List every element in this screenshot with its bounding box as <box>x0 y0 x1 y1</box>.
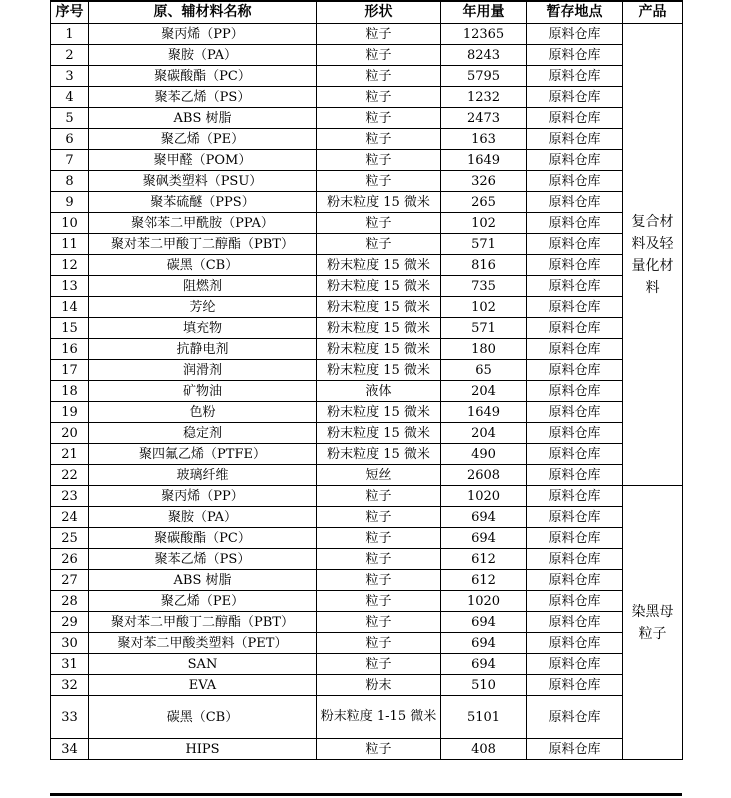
storage-location: 原料仓库 <box>527 381 623 402</box>
annual-usage: 204 <box>441 381 527 402</box>
material-form: 粉末粒度 15 微米 <box>317 255 441 276</box>
table-row <box>51 570 683 591</box>
storage-location: 原料仓库 <box>527 444 623 465</box>
material-name: SAN <box>89 654 317 675</box>
annual-usage: 490 <box>441 444 527 465</box>
material-name: 碳黑（CB） <box>89 255 317 276</box>
material-form: 粒子 <box>317 528 441 549</box>
row-index: 30 <box>51 633 89 654</box>
row-index: 14 <box>51 297 89 318</box>
table-row <box>51 171 683 192</box>
table-row <box>51 549 683 570</box>
storage-location: 原料仓库 <box>527 150 623 171</box>
material-form: 粒子 <box>317 486 441 507</box>
row-index: 10 <box>51 213 89 234</box>
material-name: 聚丙烯（PP） <box>89 24 317 45</box>
annual-usage: 265 <box>441 192 527 213</box>
row-index: 11 <box>51 234 89 255</box>
material-form: 粒子 <box>317 66 441 87</box>
material-form: 粒子 <box>317 591 441 612</box>
product-group: 复合材料及轻量化材料 <box>623 24 683 486</box>
row-index: 24 <box>51 507 89 528</box>
annual-usage: 1649 <box>441 150 527 171</box>
header-row <box>51 1 683 24</box>
material-name: HIPS <box>89 739 317 760</box>
material-name: 阻燃剂 <box>89 276 317 297</box>
annual-usage: 1020 <box>441 591 527 612</box>
material-name: 聚苯乙烯（PS） <box>89 549 317 570</box>
material-form: 液体 <box>317 381 441 402</box>
storage-location: 原料仓库 <box>527 234 623 255</box>
annual-usage: 571 <box>441 318 527 339</box>
material-form: 粒子 <box>317 633 441 654</box>
material-name: 聚胺（PA） <box>89 507 317 528</box>
table-row <box>51 360 683 381</box>
material-form: 粉末粒度 15 微米 <box>317 276 441 297</box>
storage-location: 原料仓库 <box>527 675 623 696</box>
storage-location: 原料仓库 <box>527 654 623 675</box>
material-name: 聚苯乙烯（PS） <box>89 87 317 108</box>
storage-location: 原料仓库 <box>527 129 623 150</box>
material-name: 聚乙烯（PE） <box>89 591 317 612</box>
material-form: 粒子 <box>317 24 441 45</box>
material-name: 聚碳酸酯（PC） <box>89 528 317 549</box>
material-form: 粉末粒度 15 微米 <box>317 339 441 360</box>
material-name: 聚四氟乙烯（PTFE） <box>89 444 317 465</box>
material-name: 稳定剂 <box>89 423 317 444</box>
storage-location: 原料仓库 <box>527 255 623 276</box>
material-form: 粒子 <box>317 87 441 108</box>
row-index: 27 <box>51 570 89 591</box>
storage-location: 原料仓库 <box>527 465 623 486</box>
material-name: 聚砜类塑料（PSU） <box>89 171 317 192</box>
storage-location: 原料仓库 <box>527 192 623 213</box>
annual-usage: 571 <box>441 234 527 255</box>
table-row <box>51 528 683 549</box>
header-index: 序号 <box>51 1 89 24</box>
row-index: 12 <box>51 255 89 276</box>
storage-location: 原料仓库 <box>527 360 623 381</box>
table-row <box>51 24 683 45</box>
annual-usage: 694 <box>441 654 527 675</box>
row-index: 17 <box>51 360 89 381</box>
annual-usage: 2473 <box>441 108 527 129</box>
material-form: 粒子 <box>317 45 441 66</box>
table-bottom-rule <box>50 793 682 796</box>
row-index: 2 <box>51 45 89 66</box>
table-row <box>51 87 683 108</box>
material-form: 粒子 <box>317 549 441 570</box>
annual-usage: 1649 <box>441 402 527 423</box>
annual-usage: 694 <box>441 507 527 528</box>
material-form: 粒子 <box>317 612 441 633</box>
table-row <box>51 108 683 129</box>
row-index: 16 <box>51 339 89 360</box>
table-row <box>51 129 683 150</box>
material-form: 粒子 <box>317 150 441 171</box>
material-form: 粉末粒度 1-15 微米 <box>317 696 441 739</box>
table-row <box>51 255 683 276</box>
annual-usage: 1232 <box>441 87 527 108</box>
material-form: 粉末粒度 15 微米 <box>317 318 441 339</box>
annual-usage: 65 <box>441 360 527 381</box>
storage-location: 原料仓库 <box>527 45 623 66</box>
storage-location: 原料仓库 <box>527 87 623 108</box>
annual-usage: 102 <box>441 213 527 234</box>
storage-location: 原料仓库 <box>527 171 623 192</box>
storage-location: 原料仓库 <box>527 24 623 45</box>
material-form: 粉末粒度 15 微米 <box>317 423 441 444</box>
table-row <box>51 444 683 465</box>
material-name: 色粉 <box>89 402 317 423</box>
material-name: ABS 树脂 <box>89 570 317 591</box>
row-index: 29 <box>51 612 89 633</box>
annual-usage: 612 <box>441 549 527 570</box>
material-name: 矿物油 <box>89 381 317 402</box>
row-index: 18 <box>51 381 89 402</box>
annual-usage: 694 <box>441 633 527 654</box>
material-form: 粉末粒度 15 微米 <box>317 444 441 465</box>
table-row <box>51 423 683 444</box>
annual-usage: 163 <box>441 129 527 150</box>
storage-location: 原料仓库 <box>527 739 623 760</box>
row-index: 23 <box>51 486 89 507</box>
material-name: 抗静电剂 <box>89 339 317 360</box>
table-row <box>51 276 683 297</box>
table-row <box>51 675 683 696</box>
material-form: 粉末粒度 15 微米 <box>317 402 441 423</box>
table-row <box>51 696 683 739</box>
row-index: 8 <box>51 171 89 192</box>
material-form: 粒子 <box>317 507 441 528</box>
material-name: 聚对苯二甲酸类塑料（PET） <box>89 633 317 654</box>
row-index: 28 <box>51 591 89 612</box>
table-row <box>51 318 683 339</box>
annual-usage: 180 <box>441 339 527 360</box>
material-form: 粒子 <box>317 108 441 129</box>
row-index: 21 <box>51 444 89 465</box>
material-name: 玻璃纤维 <box>89 465 317 486</box>
annual-usage: 694 <box>441 612 527 633</box>
storage-location: 原料仓库 <box>527 339 623 360</box>
annual-usage: 408 <box>441 739 527 760</box>
table-row <box>51 66 683 87</box>
table-row <box>51 739 683 760</box>
table-row <box>51 234 683 255</box>
material-name: EVA <box>89 675 317 696</box>
material-form: 粉末粒度 15 微米 <box>317 192 441 213</box>
table-row <box>51 213 683 234</box>
annual-usage: 326 <box>441 171 527 192</box>
material-name: 聚对苯二甲酸丁二醇酯（PBT） <box>89 612 317 633</box>
material-name: 聚碳酸酯（PC） <box>89 66 317 87</box>
header-annual-usage: 年用量 <box>441 1 527 24</box>
row-index: 32 <box>51 675 89 696</box>
row-index: 4 <box>51 87 89 108</box>
storage-location: 原料仓库 <box>527 402 623 423</box>
storage-location: 原料仓库 <box>527 66 623 87</box>
storage-location: 原料仓库 <box>527 570 623 591</box>
material-form: 粉末粒度 15 微米 <box>317 297 441 318</box>
header-material-name: 原、辅材料名称 <box>89 1 317 24</box>
row-index: 20 <box>51 423 89 444</box>
row-index: 26 <box>51 549 89 570</box>
material-form: 粒子 <box>317 171 441 192</box>
table-row <box>51 633 683 654</box>
storage-location: 原料仓库 <box>527 297 623 318</box>
table-row <box>51 150 683 171</box>
annual-usage: 612 <box>441 570 527 591</box>
table-row <box>51 381 683 402</box>
material-form: 短丝 <box>317 465 441 486</box>
material-name: 芳纶 <box>89 297 317 318</box>
material-name: 聚胺（PA） <box>89 45 317 66</box>
storage-location: 原料仓库 <box>527 213 623 234</box>
storage-location: 原料仓库 <box>527 486 623 507</box>
annual-usage: 5101 <box>441 696 527 739</box>
material-name: 填充物 <box>89 318 317 339</box>
material-form: 粉末 <box>317 675 441 696</box>
table-row <box>51 612 683 633</box>
annual-usage: 816 <box>441 255 527 276</box>
table-row <box>51 486 683 507</box>
material-name: 碳黑（CB） <box>89 696 317 739</box>
table-row <box>51 297 683 318</box>
storage-location: 原料仓库 <box>527 591 623 612</box>
table-row <box>51 339 683 360</box>
storage-location: 原料仓库 <box>527 528 623 549</box>
row-index: 7 <box>51 150 89 171</box>
annual-usage: 694 <box>441 528 527 549</box>
material-name: 聚丙烯（PP） <box>89 486 317 507</box>
table-row <box>51 591 683 612</box>
storage-location: 原料仓库 <box>527 612 623 633</box>
annual-usage: 12365 <box>441 24 527 45</box>
storage-location: 原料仓库 <box>527 696 623 739</box>
table-row <box>51 402 683 423</box>
material-name: ABS 树脂 <box>89 108 317 129</box>
material-name: 聚邻苯二甲酰胺（PPA） <box>89 213 317 234</box>
row-index: 15 <box>51 318 89 339</box>
annual-usage: 2608 <box>441 465 527 486</box>
row-index: 31 <box>51 654 89 675</box>
annual-usage: 735 <box>441 276 527 297</box>
material-name: 聚乙烯（PE） <box>89 129 317 150</box>
row-index: 5 <box>51 108 89 129</box>
material-form: 粒子 <box>317 739 441 760</box>
annual-usage: 102 <box>441 297 527 318</box>
material-form: 粒子 <box>317 654 441 675</box>
row-index: 34 <box>51 739 89 760</box>
annual-usage: 5795 <box>441 66 527 87</box>
table-row <box>51 507 683 528</box>
material-name: 润滑剂 <box>89 360 317 381</box>
table-row <box>51 465 683 486</box>
table-row <box>51 192 683 213</box>
table-row <box>51 45 683 66</box>
material-name: 聚对苯二甲酸丁二醇酯（PBT） <box>89 234 317 255</box>
header-form: 形状 <box>317 1 441 24</box>
material-name: 聚甲醛（POM） <box>89 150 317 171</box>
header-storage-location: 暂存地点 <box>527 1 623 24</box>
material-form: 粒子 <box>317 129 441 150</box>
row-index: 22 <box>51 465 89 486</box>
row-index: 9 <box>51 192 89 213</box>
material-form: 粒子 <box>317 234 441 255</box>
material-form: 粒子 <box>317 213 441 234</box>
storage-location: 原料仓库 <box>527 549 623 570</box>
storage-location: 原料仓库 <box>527 507 623 528</box>
row-index: 25 <box>51 528 89 549</box>
storage-location: 原料仓库 <box>527 318 623 339</box>
storage-location: 原料仓库 <box>527 633 623 654</box>
material-form: 粒子 <box>317 570 441 591</box>
annual-usage: 1020 <box>441 486 527 507</box>
annual-usage: 204 <box>441 423 527 444</box>
annual-usage: 510 <box>441 675 527 696</box>
storage-location: 原料仓库 <box>527 423 623 444</box>
row-index: 33 <box>51 696 89 739</box>
annual-usage: 8243 <box>441 45 527 66</box>
material-name: 聚苯硫醚（PPS） <box>89 192 317 213</box>
row-index: 6 <box>51 129 89 150</box>
row-index: 13 <box>51 276 89 297</box>
storage-location: 原料仓库 <box>527 108 623 129</box>
raw-materials-table <box>50 0 683 760</box>
row-index: 3 <box>51 66 89 87</box>
product-group: 染黑母粒子 <box>623 486 683 760</box>
storage-location: 原料仓库 <box>527 276 623 297</box>
material-form: 粉末粒度 15 微米 <box>317 360 441 381</box>
table-row <box>51 654 683 675</box>
row-index: 19 <box>51 402 89 423</box>
row-index: 1 <box>51 24 89 45</box>
header-product: 产品 <box>623 1 683 24</box>
